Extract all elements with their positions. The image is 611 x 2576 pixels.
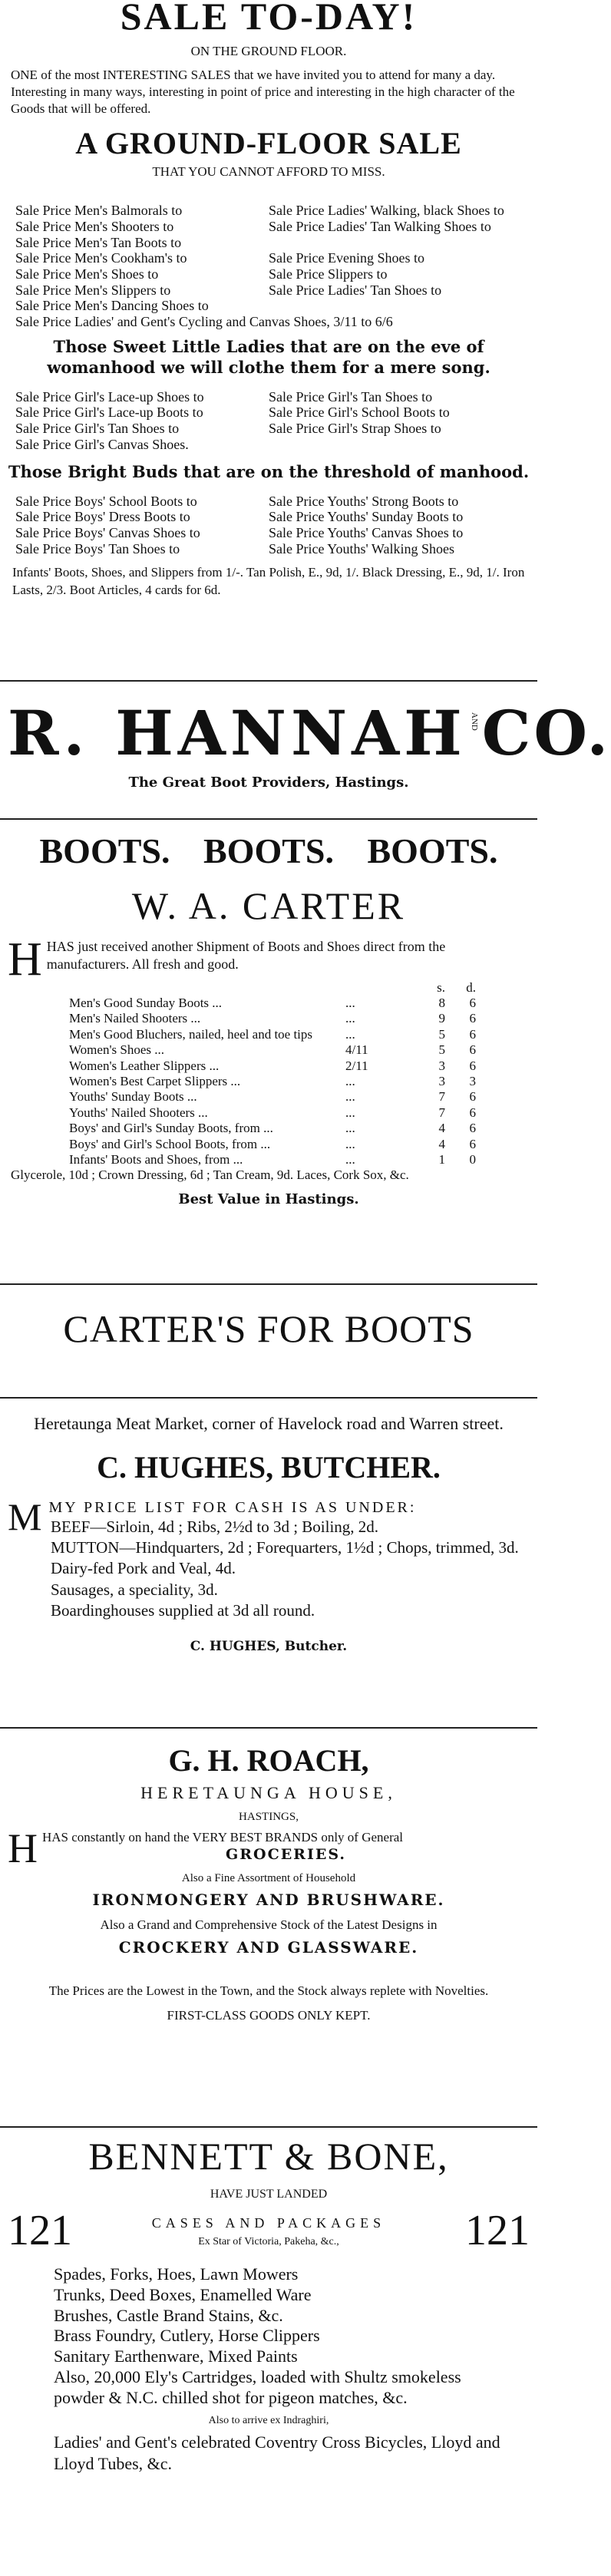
carter-intro xyxy=(8,933,530,986)
hannah-tagline: The Great Boot Providers, Hastings. xyxy=(128,774,409,791)
right-cell: Sale Price Youths' Sunday Boots to xyxy=(269,509,464,525)
roach-prices: The Prices are the Lowest in the Town, and the Stock always replete with Novelties. xyxy=(48,1983,489,1998)
list-item xyxy=(15,509,530,525)
cycling-line: Sale Price Ladies' and Gent's Cycling and Canvas Shoes, 3/11 to 6/6 xyxy=(15,314,393,330)
right-cell: Sale Price Ladies' Walking, black Shoes to xyxy=(269,203,504,219)
price-item: Infants' Boots and Shoes, from ... xyxy=(69,1151,243,1167)
price-item: Women's Best Carpet Slippers ... xyxy=(69,1074,241,1089)
divider xyxy=(0,818,537,820)
roach-town: HASTINGS, xyxy=(239,1811,299,1823)
left-cell: Sale Price Girl's Lace-up Shoes to xyxy=(15,388,204,405)
divider xyxy=(0,680,537,682)
price-d: 0 xyxy=(469,1151,476,1167)
roach-house: HERETAUNGA HOUSE, xyxy=(140,1783,397,1802)
price-s: 9 xyxy=(438,1011,445,1026)
roach-also1: Also a Fine Assortment of Household xyxy=(181,1871,356,1884)
price-dots: ... xyxy=(345,1011,355,1026)
list-item xyxy=(15,298,530,314)
price-item: Youths' Sunday Boots ... xyxy=(69,1089,197,1105)
list-item: Brass Foundry, Cutlery, Horse Clippers xyxy=(54,2326,320,2346)
list-item: BEEF—Sirloin, 4d ; Ribs, 2½d to 3d ; Boiling, 2d. xyxy=(51,1517,379,1536)
price-d: 6 xyxy=(469,1058,476,1073)
sale-footer: Infants' Boots, Shoes, and Slippers from 1/-. Tan Polish, E., 9d, 1/. Black Dressing, E., 9d, 1/. Iron Lasts, 2/3. Boot Articles, 4 cards for 6d. xyxy=(12,565,525,597)
price-dots: ... xyxy=(345,996,355,1011)
left-cell: Sale Price Girl's Lace-up Boots to xyxy=(15,405,203,421)
price-item: Boys' and Girl's School Boots, from ... xyxy=(69,1136,271,1151)
price-item: Youths' Nailed Shooters ... xyxy=(69,1105,208,1120)
list-item: Trunks, Deed Boxes, Enamelled Ware xyxy=(54,2284,312,2304)
cases-row xyxy=(8,2206,530,2255)
left-cell: Sale Price Girl's Tan Shoes to xyxy=(15,421,180,437)
price-s: 8 xyxy=(438,996,445,1011)
price-item: Women's Shoes ... xyxy=(69,1042,164,1058)
price-s: 1 xyxy=(438,1151,445,1167)
right-cell: Sale Price Girl's Tan Shoes to xyxy=(269,388,433,405)
ex-vessels: Ex Star of Victoria, Pakeha, &c., xyxy=(198,2236,339,2247)
price-dots: ... xyxy=(345,1105,355,1120)
right-cell: Sale Price Youths' Walking Shoes xyxy=(269,540,454,556)
list-item: Sanitary Earthenware, Mixed Paints xyxy=(54,2346,298,2366)
price-s: 5 xyxy=(438,1026,445,1042)
left-cell: Sale Price Boys' Dress Boots to xyxy=(15,509,190,525)
boots-headline: BOOTS. BOOTS. BOOTS. xyxy=(39,831,498,870)
list-item xyxy=(15,282,530,299)
left-cell: Sale Price Boys' School Boots to xyxy=(15,493,197,509)
carter-advert xyxy=(0,831,537,1283)
list-item xyxy=(15,389,530,405)
bennett-cycles: Ladies' and Gent's celebrated Coventry Cross Bicycles, Lloyd and Lloyd Tubes, &c. xyxy=(54,2432,500,2474)
price-dots: ... xyxy=(345,1089,355,1105)
drop-cap-m: M xyxy=(8,1494,45,1538)
price-d: 3 xyxy=(469,1074,476,1089)
sale-advert xyxy=(0,0,537,680)
left-cell: Sale Price Men's Shooters to xyxy=(15,218,174,234)
price-row xyxy=(8,1105,530,1121)
list-item: Sausages, a speciality, 3d. xyxy=(51,1580,218,1599)
right-cell: Sale Price Ladies' Tan Shoes to xyxy=(269,282,442,298)
right-cell xyxy=(269,437,530,453)
hannah-advert xyxy=(0,697,611,818)
list-item xyxy=(15,219,530,235)
price-row xyxy=(8,1152,530,1167)
hughes-price-list xyxy=(8,1517,530,1621)
hughes-intro-text: MY PRICE LIST FOR CASH IS AS UNDER: xyxy=(48,1498,417,1516)
hughes-location: Heretaunga Meat Market, corner of Havelock road and Warren street. xyxy=(34,1414,504,1433)
list-item xyxy=(15,525,530,541)
right-cell xyxy=(269,298,530,314)
roach-quality: FIRST-CLASS GOODS ONLY KEPT. xyxy=(167,2007,371,2023)
right-cell: Sale Price Slippers to xyxy=(269,266,388,282)
sale-title: SALE TO-DAY! xyxy=(120,0,418,38)
divider xyxy=(0,1283,537,1285)
list-item xyxy=(15,203,530,219)
list-item: Boardinghouses supplied at 3d all round. xyxy=(51,1600,315,1620)
hughes-name: C. HUGHES, BUTCHER. xyxy=(97,1449,441,1485)
roach-crockery: CROCKERY AND GLASSWARE. xyxy=(118,1937,419,1957)
divider xyxy=(0,1397,537,1399)
number-left: 121 xyxy=(8,2207,72,2254)
left-cell: Sale Price Men's Cookham's to xyxy=(15,250,187,266)
price-dots: ... xyxy=(345,1074,355,1089)
roach-groceries: GROCERIES. xyxy=(226,1846,346,1863)
price-d: 6 xyxy=(469,1089,476,1105)
ground-floor-subtitle: THAT YOU CANNOT AFFORD TO MISS. xyxy=(152,164,385,180)
carters-headline: CARTER'S FOR BOOTS xyxy=(63,1307,474,1350)
list-item: MUTTON—Hindquarters, 2d ; Forequarters, 1½d ; Chops, trimmed, 3d. xyxy=(51,1537,519,1557)
price-row xyxy=(8,1027,530,1042)
left-cell: Sale Price Boys' Tan Shoes to xyxy=(15,540,180,556)
list-item: Spades, Forks, Hoes, Lawn Mowers xyxy=(54,2264,299,2284)
price-item: Men's Nailed Shooters ... xyxy=(69,1011,201,1026)
price-row xyxy=(8,1074,530,1089)
right-cell: Sale Price Youths' Strong Boots to xyxy=(269,493,459,509)
left-cell: Sale Price Men's Balmorals to xyxy=(15,203,183,219)
carter-tagline: Best Value in Hastings. xyxy=(178,1191,359,1208)
price-row xyxy=(8,1137,530,1152)
price-row xyxy=(8,1058,530,1074)
list-item xyxy=(15,235,530,251)
price-item: Men's Good Sunday Boots ... xyxy=(69,996,223,1011)
price-item: Women's Leather Slippers ... xyxy=(69,1058,220,1073)
left-cell: Sale Price Girl's Canvas Shoes. xyxy=(15,436,189,452)
roach-intro-text: HAS constantly on hand the VERY BEST BRANDS only of General xyxy=(42,1830,403,1844)
carter-price-list xyxy=(8,996,530,1167)
bennett-landed: HAVE JUST LANDED xyxy=(210,2188,328,2201)
right-cell: Sale Price Youths' Canvas Shoes to xyxy=(269,525,464,541)
list-item xyxy=(15,541,530,557)
list-item xyxy=(15,405,530,421)
left-cell: Sale Price Men's Tan Boots to xyxy=(15,234,182,250)
price-d: 6 xyxy=(469,1011,476,1026)
boys-heading: Those Bright Buds that are on the threshold of manhood. xyxy=(8,462,530,482)
left-cell: Sale Price Men's Slippers to xyxy=(15,282,171,298)
price-dots: 2/11 xyxy=(345,1058,368,1073)
divider xyxy=(0,1727,537,1729)
roach-name: G. H. ROACH, xyxy=(168,1743,369,1778)
hughes-sign: C. HUGHES, Butcher. xyxy=(190,1639,348,1655)
drop-cap-h: H xyxy=(8,933,42,986)
price-dots: ... xyxy=(345,1026,355,1042)
right-cell xyxy=(269,235,530,251)
sale-intro: ONE of the most INTERESTING SALES that we have invited you to attend for many a day. Interesting in many ways, interesting in point of price and interesting in the high character of the Goods that will be offered. xyxy=(11,68,515,117)
divider xyxy=(0,2126,537,2128)
price-s: 4 xyxy=(438,1136,445,1151)
carter-name: W. A. CARTER xyxy=(131,884,406,927)
pence-header: d. xyxy=(466,979,476,995)
price-item: Men's Good Bluchers, nailed, heel and toe tips xyxy=(69,1026,313,1042)
list-item: Dairy-fed Pork and Veal, 4d. xyxy=(51,1559,236,1578)
price-dots: ... xyxy=(345,1151,355,1167)
price-item: Boys' and Girl's Sunday Boots, from ... xyxy=(69,1121,273,1136)
price-dots: ... xyxy=(345,1121,355,1136)
price-d: 6 xyxy=(469,996,476,1011)
list-item xyxy=(15,494,530,510)
price-row xyxy=(8,1121,530,1136)
girls-list xyxy=(8,389,530,453)
list-item: Also, 20,000 Ely's Cartridges, loaded with Shultz smokeless powder & N.C. chilled shot for pigeon matches, &c. xyxy=(54,2367,461,2407)
carter-sundries: Glycerole, 10d ; Crown Dressing, 6d ; Tan Cream, 9d. Laces, Cork Sox, &c. xyxy=(11,1167,409,1183)
girls-heading: Those Sweet Little Ladies that are on the eve of womanhood we will clothe them for a mere song. xyxy=(47,337,490,378)
price-s: 3 xyxy=(438,1074,445,1089)
number-right: 121 xyxy=(465,2207,530,2254)
price-row xyxy=(8,996,530,1011)
left-cell: Sale Price Men's Dancing Shoes to xyxy=(15,298,209,314)
price-dots: 4/11 xyxy=(345,1042,368,1058)
price-s: 3 xyxy=(438,1058,445,1073)
left-cell: Sale Price Men's Shoes to xyxy=(15,266,159,282)
price-s: 7 xyxy=(438,1089,445,1105)
hughes-advert xyxy=(0,1412,537,1727)
bennett-arrive: Also to arrive ex Indraghiri, xyxy=(208,2414,329,2426)
price-row xyxy=(8,1011,530,1026)
ground-floor-headline: A GROUND-FLOOR SALE xyxy=(75,126,462,161)
list-item xyxy=(15,250,530,266)
price-d: 6 xyxy=(469,1105,476,1120)
price-d: 6 xyxy=(469,1026,476,1042)
hannah-and: AND xyxy=(469,712,479,731)
shillings-header: s. xyxy=(437,979,445,995)
right-cell: Sale Price Ladies' Tan Walking Shoes to xyxy=(269,218,491,234)
list-item: Brushes, Castle Brand Stains, &c. xyxy=(54,2305,283,2325)
list-item xyxy=(15,437,530,453)
roach-also2: Also a Grand and Comprehensive Stock of the Latest Designs in xyxy=(100,1917,438,1932)
price-d: 6 xyxy=(469,1121,476,1136)
list-item xyxy=(15,266,530,282)
right-cell: Sale Price Girl's School Boots to xyxy=(269,405,450,421)
price-row xyxy=(8,1089,530,1105)
carters-for-boots-advert xyxy=(0,1306,537,1397)
right-cell: Sale Price Evening Shoes to xyxy=(269,250,424,266)
right-cell: Sale Price Girl's Strap Shoes to xyxy=(269,421,441,437)
list-item xyxy=(15,421,530,437)
price-d: 6 xyxy=(469,1136,476,1151)
roach-ironmongery: IRONMONGERY AND BRUSHWARE. xyxy=(92,1890,445,1909)
price-dots: ... xyxy=(345,1136,355,1151)
sale-subtitle: ON THE GROUND FLOOR. xyxy=(190,44,347,58)
price-s: 4 xyxy=(438,1121,445,1136)
left-cell: Sale Price Boys' Canvas Shoes to xyxy=(15,525,200,541)
carter-intro-text: HAS just received another Shipment of Boots and Shoes direct from the manufacturers. All fresh and good. xyxy=(46,939,446,972)
bennett-bone-advert xyxy=(0,2134,537,2571)
drop-cap-h2: H xyxy=(8,1825,38,1871)
cases-packages: CASES AND PACKAGES xyxy=(151,2215,386,2231)
price-s: 7 xyxy=(438,1105,445,1120)
mens-ladies-list xyxy=(8,203,530,314)
boys-list xyxy=(8,494,530,557)
hannah-name: R. HANNAH xyxy=(8,697,467,769)
price-s: 5 xyxy=(438,1042,445,1058)
bennett-name: BENNETT & BONE, xyxy=(88,2135,449,2178)
roach-advert xyxy=(0,1742,537,2126)
price-d: 6 xyxy=(469,1042,476,1058)
bennett-goods-list xyxy=(8,2264,530,2409)
price-row xyxy=(8,1042,530,1058)
price-header xyxy=(8,980,530,996)
hannah-co: CO. xyxy=(481,697,611,769)
